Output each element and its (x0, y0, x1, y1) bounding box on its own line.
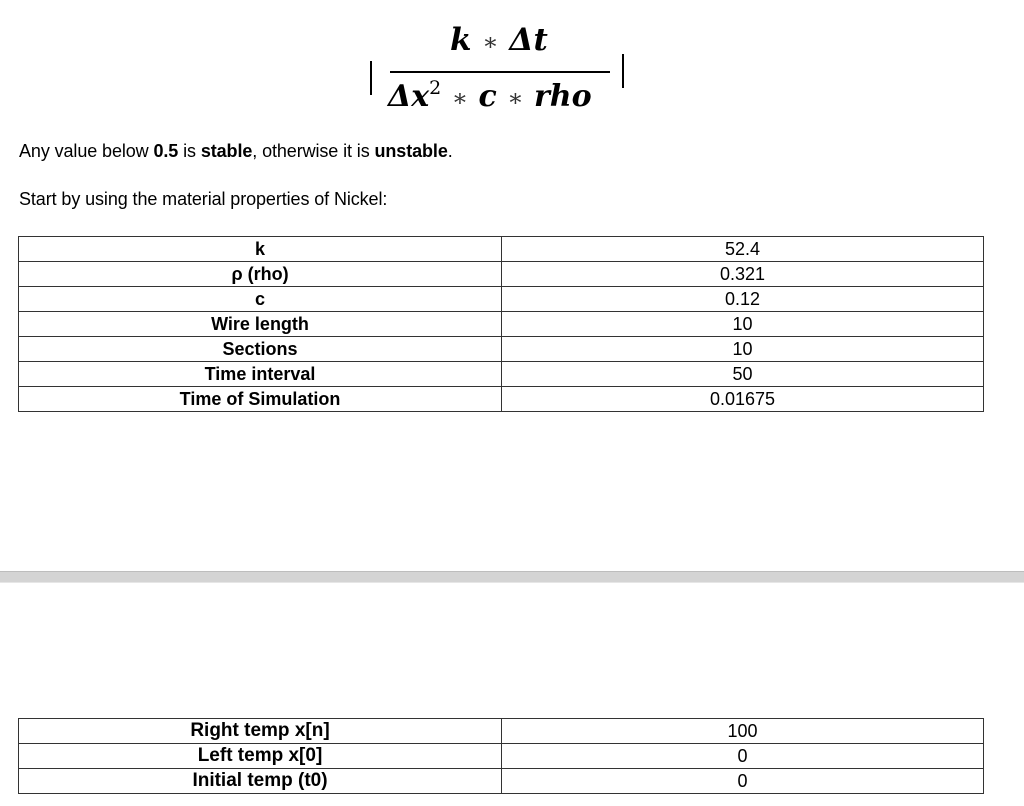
row-value: 100 (502, 719, 984, 744)
row-value: 0.12 (502, 287, 984, 312)
note-text-3: , otherwise it is (252, 141, 375, 161)
row-label: k (19, 237, 502, 262)
row-value: 0 (502, 744, 984, 769)
table-row (19, 337, 984, 362)
row-label: Left temp x[0] (19, 744, 502, 769)
formula-multiply-3: ∗ (507, 84, 524, 112)
row-value: 10 (502, 337, 984, 362)
table-row (19, 312, 984, 337)
table-row (19, 387, 984, 412)
material-properties-table (18, 236, 984, 412)
formula-k: k (450, 22, 472, 58)
row-value: 0.321 (502, 262, 984, 287)
formula-dx: Δx (388, 79, 430, 114)
absolute-value-bar-left (370, 61, 372, 95)
note-unstable: unstable (374, 141, 448, 161)
temperature-table (18, 718, 984, 794)
row-label: c (19, 287, 502, 312)
row-value: 50 (502, 362, 984, 387)
row-label: Time interval (19, 362, 502, 387)
note-text-1: Any value below (19, 141, 154, 161)
note-text-2: is (178, 141, 201, 161)
formula-multiply-1: ∗ (482, 28, 499, 56)
formula-dt: Δt (509, 22, 548, 58)
formula-exponent: 2 (429, 77, 442, 99)
formula-numerator (450, 22, 548, 58)
stability-note (19, 141, 453, 162)
formula-denominator (388, 77, 592, 114)
table-row (19, 362, 984, 387)
row-label: Right temp x[n] (19, 719, 502, 744)
absolute-value-bar-right (622, 54, 624, 88)
stability-formula (360, 14, 640, 118)
row-value: 0.01675 (502, 387, 984, 412)
note-text-4: . (447, 141, 453, 161)
table-row (19, 744, 984, 769)
formula-c: c (478, 79, 497, 114)
table-row (19, 719, 984, 744)
formula-multiply-2: ∗ (451, 84, 469, 112)
table-row (19, 237, 984, 262)
row-label: Initial temp (t0) (19, 769, 502, 794)
table-row (19, 287, 984, 312)
note-threshold: 0.5 (153, 141, 179, 161)
table-row (19, 262, 984, 287)
row-value: 0 (502, 769, 984, 794)
row-value: 10 (502, 312, 984, 337)
row-value: 52.4 (502, 237, 984, 262)
row-label: Time of Simulation (19, 387, 502, 412)
intro-text: Start by using the material properties of Nickel: (19, 189, 388, 209)
row-label: Wire length (19, 312, 502, 337)
table-row (19, 769, 984, 794)
fraction-bar (390, 71, 610, 73)
row-label: Sections (19, 337, 502, 362)
note-stable: stable (200, 141, 253, 161)
page-divider (0, 571, 1024, 583)
formula-rho: rho (533, 79, 592, 114)
row-label: ρ (rho) (19, 262, 502, 287)
